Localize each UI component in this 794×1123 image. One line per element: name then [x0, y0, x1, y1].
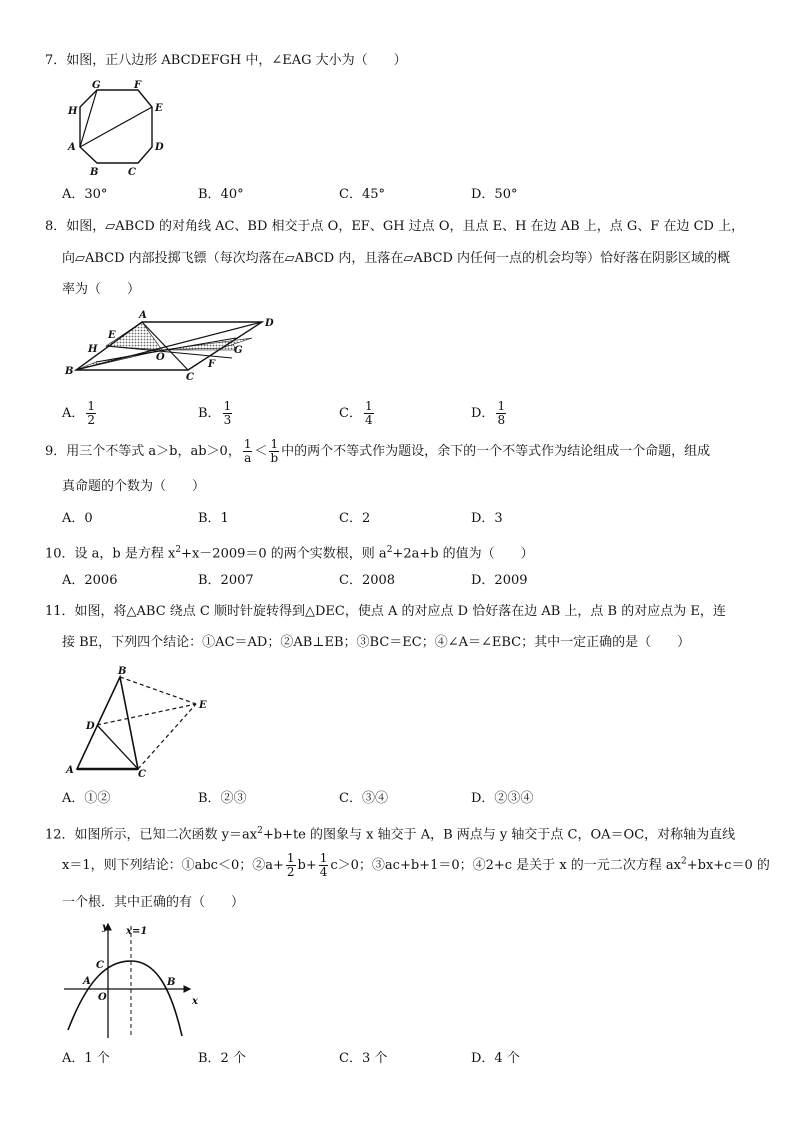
q12-label-axis: x=1: [126, 926, 148, 937]
q8-option-b[interactable]: B． $\frac{1}{3}$: [198, 399, 232, 427]
q10-option-d[interactable]: D．2009: [471, 573, 528, 588]
q9-options: [62, 510, 622, 528]
q12-line3: 一个根．其中正确的有（ ）: [62, 895, 245, 910]
q8-label-a: A: [139, 310, 147, 321]
q11-option-b[interactable]: B．②③: [198, 791, 247, 806]
q7-label-f: F: [134, 80, 142, 91]
q8-label-o: O: [156, 352, 165, 363]
q11-line2: 接 BE，下列四个结论：①AC＝AD；②AB⊥EB；③BC＝EC；④∠A＝∠EBC；其中一定正确的是（ ）: [62, 635, 691, 650]
q12-option-b[interactable]: B．2 个: [198, 1051, 246, 1066]
q7-label-g: G: [92, 80, 101, 91]
q9-option-a[interactable]: A．0: [62, 511, 93, 526]
q7-label-d: D: [155, 142, 164, 153]
q12-options: [62, 1050, 622, 1068]
q8-label-g: G: [234, 345, 243, 356]
q11-label-d: D: [86, 721, 95, 732]
q9-option-d[interactable]: D．3: [471, 511, 503, 526]
q10-option-a[interactable]: A．2006: [62, 573, 118, 588]
q7-octagon-figure: [62, 78, 172, 178]
q11-line1: 11．如图，将△ABC 绕点 C 顺时针旋转得到△DEC，使点 A 的对应点 D 恰好落在边 AB 上，点 B 的对应点为 E，连: [45, 604, 726, 619]
q12-parabola-figure: [62, 918, 212, 1043]
q8-option-c[interactable]: C． $\frac{1}{4}$: [339, 399, 373, 427]
q8-label-f: F: [208, 359, 216, 370]
q11-option-c[interactable]: C．③④: [339, 791, 388, 806]
q8-options: [62, 400, 622, 430]
q8-label-d: D: [265, 318, 274, 329]
q10-option-b[interactable]: B．2007: [198, 573, 254, 588]
q8-option-d[interactable]: D． $\frac{1}{8}$: [471, 399, 506, 427]
q9-option-c[interactable]: C．2: [339, 511, 371, 526]
q7-option-d[interactable]: D．50°: [471, 187, 518, 202]
q11-option-d[interactable]: D．②③④: [471, 791, 534, 806]
q11-option-a[interactable]: A．①②: [62, 791, 111, 806]
q8-option-a[interactable]: A． $\frac{1}{2}$: [62, 399, 96, 427]
q7-option-a[interactable]: A．30°: [62, 187, 108, 202]
q12-label-c: C: [96, 960, 104, 971]
q8-label-b: B: [65, 366, 74, 377]
q7-option-b[interactable]: B．40°: [198, 187, 244, 202]
q8-line2: 向▱ABCD 内部投掷飞镖（每次均落在▱ABCD 内，且落在▱ABCD 内任何一点的机会均等）恰好落在阴影区域的概: [62, 251, 731, 266]
q9-frac-1b: $\frac{1}{b}$: [270, 437, 279, 465]
q11-label-c: C: [138, 769, 146, 780]
q10-stem: 10．设 a，b 是方程 $x^2+x-2009=0$ 的两个实数根，则 $a^2+2a+b$ 的值为（ ）: [45, 545, 534, 562]
q11-options: [62, 790, 622, 808]
q7-options: [62, 186, 622, 204]
q11-label-e: E: [199, 700, 207, 711]
q12-label-b: B: [167, 977, 176, 988]
q8-label-h: H: [88, 344, 98, 355]
q9-line2: 真命题的个数为（ ）: [62, 479, 206, 494]
q7-label-a: A: [68, 142, 76, 153]
q8-label-e: E: [108, 330, 116, 341]
q7-label-e: E: [155, 103, 163, 114]
q8-line1: 8．如图，▱ABCD 的对角线 AC、BD 相交于点 O，EF、GH 过点 O，且点 E、H 在边 AB 上，点 G、F 在边 CD 上，: [45, 219, 745, 234]
q9-line1: 9．用三个不等式 a＞b，ab＞0， $\frac{1}{a}$ ＜ $\frac{1}{b}$ 中的两个不等式作为题设，余下的一个不等式作为结论组成一个命题，组成: [45, 437, 711, 465]
q7-label-h: H: [68, 106, 78, 117]
q7-label-b: B: [90, 167, 99, 178]
q7-label-c: C: [128, 167, 136, 178]
q12-label-o: O: [98, 992, 107, 1003]
q12-option-c[interactable]: C．3 个: [339, 1051, 388, 1066]
q12-label-x: x: [192, 996, 198, 1007]
q12-line2: x＝1，则下列结论：①abc＜0；②a+ $\frac{1}{2}$ b+ $\frac{1}{4}$ c＞0；③ac+b+1＝0；④2+c 是关于 x 的一元二次方程 $ax^2+bx+c=0$ 的: [62, 851, 770, 879]
q11-label-a: A: [66, 765, 74, 776]
q8-label-c: C: [186, 372, 194, 383]
q9-option-b[interactable]: B．1: [198, 511, 229, 526]
q11-label-b: B: [118, 666, 127, 677]
q12-option-d[interactable]: D．4 个: [471, 1051, 520, 1066]
q12-label-a: A: [83, 976, 91, 987]
q8-parallelogram-figure: [62, 308, 277, 383]
q12-option-a[interactable]: A．1 个: [62, 1051, 110, 1066]
q10-option-c[interactable]: C．2008: [339, 573, 396, 588]
q9-frac-1a: $\frac{1}{a}$: [243, 437, 252, 465]
q11-rotation-figure: [62, 663, 222, 781]
q7-option-c[interactable]: C．45°: [339, 187, 385, 202]
q12-line1: 12．如图所示，已知二次函数 $y=ax^2+b+te$ 的图象与 x 轴交于 A，B 两点与 y 轴交于点 C，OA＝OC，对称轴为直线: [45, 826, 736, 843]
q7-stem: 7．如图，正八边形 ABCDEFGH 中，∠EAG 大小为（ ）: [45, 53, 407, 68]
q12-label-y: y: [102, 922, 108, 933]
q10-options: [62, 572, 622, 590]
q8-line3: 率为（ ）: [62, 282, 141, 297]
